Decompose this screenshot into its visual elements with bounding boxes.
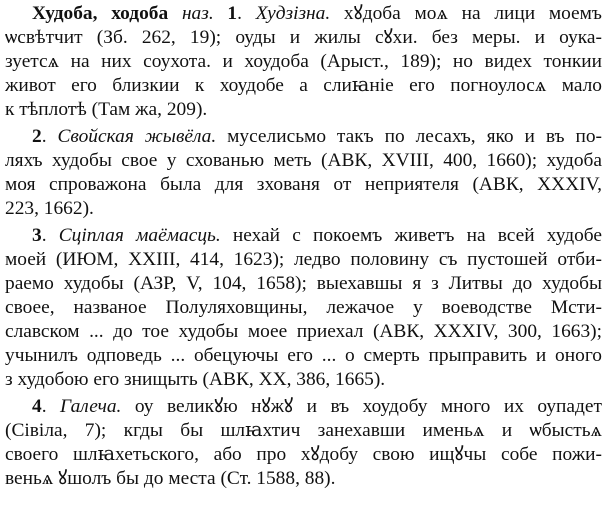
sense-2-number: 2: [32, 126, 42, 147]
sense-4-line-2: (Сівіла, 7); кгды бы шлꙗхтич занехавши именьѧ и ѡбыстьѧ: [5, 420, 602, 441]
sense-4-line-1: 4. Галеча. оу великꙋю нꙋжꙋ и въ хоудобу много их оупадет: [32, 396, 602, 417]
sense-3-line-6: учынилъ одповедь ... обецуючы его ... о смерть прыправить и оного: [5, 345, 602, 366]
sense-2-gloss: Свойская жывёла.: [57, 126, 217, 147]
sense-4-number: 4: [32, 396, 42, 417]
sense-1-line-4: живот его близкии к хоудобе а слиꙗніе его погноулосѧ мало: [5, 75, 602, 96]
sense-3-line-5: славском ... до тое худобы моее приехал (АВК, XXXIV, 300, 1663);: [5, 321, 602, 342]
sense-3-line-1: 3. Сціплая маёмасць. нехай с покоемъ живетъ на всей худобе: [32, 225, 602, 246]
headword: Худоба, ходоба: [32, 3, 169, 24]
sense-4-line-3: своего шлꙗхетьского, або про хꙋдобу свою ищꙋчы собе пожи-: [5, 444, 602, 465]
sense-3-gloss: Сціплая маёмасць.: [58, 225, 221, 246]
sense-1-number: 1: [227, 3, 238, 24]
sense-1-line-1: Худоба, ходоба наз. 1. Худзізна. хꙋдоба моѧ на лици моемъ: [32, 3, 602, 24]
part-of-speech: наз.: [181, 3, 214, 24]
sense-2-line-2: ляхъ худобы свое у схованью меть (АВК, XVIII, 400, 1660); худоба: [5, 150, 602, 171]
sense-4-line-4: веньѧ ꙋшолъ бы до места (Ст. 1588, 88).: [5, 468, 336, 489]
sense-1-line-2: ѡсвѣтчит (Зб. 262, 19); оуды и жилы сꙋхи. без меры. и оука-: [5, 27, 602, 48]
sense-3-line-4: своее, названое Полуляховщины, лежачое у воеводстве Мсти-: [5, 297, 602, 318]
sense-2-line-4: 223, 1662).: [5, 198, 94, 219]
sense-1-text: хꙋдоба моѧ на лици моемъ: [343, 3, 602, 24]
sense-4-text: оу великꙋю нꙋжꙋ и въ хоудобу много их оупадет: [134, 396, 602, 417]
sense-4-gloss: Галеча.: [60, 396, 122, 417]
sense-1-line-3: зуетсѧ на них соухота. и хоудоба (Арыст., 189); но видех тонкии: [5, 51, 602, 72]
sense-3-line-3: раемо худобы (АЗР, V, 104, 1658); выехавшы я з Литвы до худобы: [5, 273, 602, 294]
sense-2-line-3: моя спроважона была для зхованя от неприятеля (АВК, XXXIV,: [5, 174, 602, 195]
sense-2-text: муселисьмо такъ по лесахъ, яко и въ по-: [227, 126, 602, 147]
sense-1-gloss: Худзізна.: [255, 3, 331, 24]
sense-3-number: 3: [32, 225, 42, 246]
sense-3-line-7: з худобою его знищыть (АВК, XX, 386, 1665).: [5, 369, 386, 390]
sense-3-line-2: моей (ИЮМ, XXIII, 414, 1623); ледво половину съ пустошей отби-: [5, 249, 602, 270]
sense-3-text: нехай с покоемъ живетъ на всей худобе: [232, 225, 602, 246]
sense-1-line-5: к тѣплотѣ (Там жа, 209).: [5, 99, 208, 120]
sense-2-line-1: 2. Свойская жывёла. муселисьмо такъ по лесахъ, яко и въ по-: [32, 126, 602, 147]
